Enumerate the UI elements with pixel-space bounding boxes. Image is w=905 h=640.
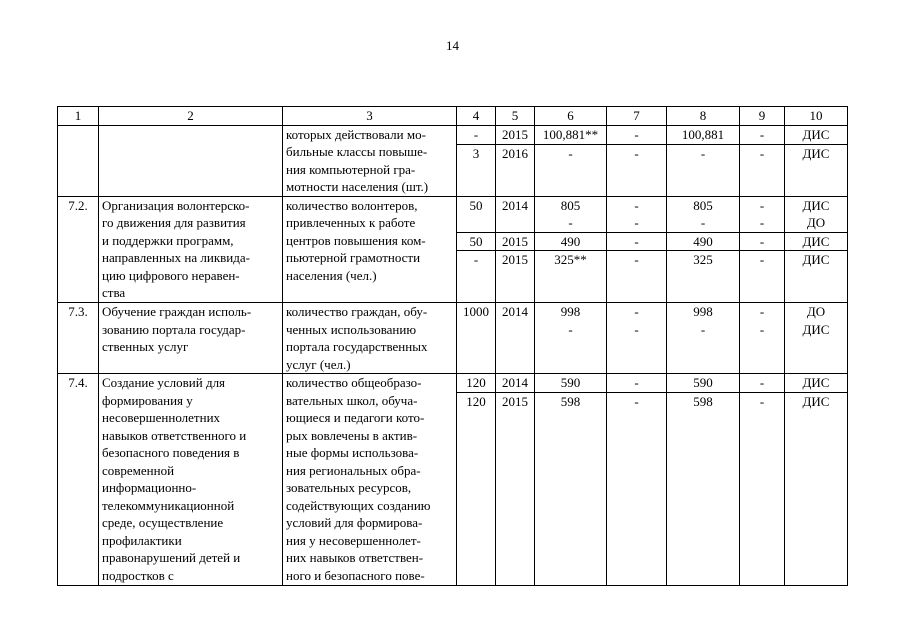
source-cell: ДИС	[785, 392, 848, 585]
value-cell: -	[607, 374, 667, 393]
source-cell: ДИС	[785, 374, 848, 393]
value-cell: 325	[667, 251, 740, 303]
table-row	[58, 125, 848, 144]
value-cell: 490	[535, 232, 607, 251]
value-cell: - -	[740, 303, 785, 374]
measure-cell: Обучение граждан исполь- зованию портала государ- ственных услуг	[99, 303, 283, 374]
value-cell: -	[740, 374, 785, 393]
source-cell: ДИС	[785, 144, 848, 196]
value-cell: 50	[457, 232, 496, 251]
value-cell: - -	[607, 196, 667, 232]
value-cell: 598	[667, 392, 740, 585]
value-cell: 998 -	[535, 303, 607, 374]
indicator-cell: количество волонтеров, привлеченных к работе центров повышения ком- пьютерной грамотности населения (чел.)	[283, 196, 457, 303]
year-cell: 2014	[496, 303, 535, 374]
value-cell: 1000	[457, 303, 496, 374]
value-cell: -	[740, 125, 785, 144]
header-cell: 10	[785, 107, 848, 126]
value-cell: -	[607, 251, 667, 303]
value-cell: 490	[667, 232, 740, 251]
indicator-cell: количество общеобразо- вательных школ, обуча- ющиеся и педагоги кото- рых вовлечены в актив- ные формы использова- ния региональных обра- зовательных ресурсов, содействующих созданию условий для формирова- ния у несовершеннолет- них навыков ответствен- ного и безопасного пове-	[283, 374, 457, 586]
header-cell: 4	[457, 107, 496, 126]
value-cell: 120	[457, 374, 496, 393]
year-cell: 2014	[496, 374, 535, 393]
year-cell: 2015	[496, 251, 535, 303]
value-cell: -	[667, 144, 740, 196]
value-cell: 805 -	[667, 196, 740, 232]
header-cell: 2	[99, 107, 283, 126]
table-row	[58, 303, 848, 374]
value-cell: 3	[457, 144, 496, 196]
year-cell: 2014	[496, 196, 535, 232]
value-cell: 100,881	[667, 125, 740, 144]
header-cell: 7	[607, 107, 667, 126]
value-cell: 100,881**	[535, 125, 607, 144]
indicator-cell: которых действовали мо- бильные классы повыше- ния компьютерной гра- мотности населения (шт.)	[283, 125, 457, 196]
header-cell: 6	[535, 107, 607, 126]
header-cell: 8	[667, 107, 740, 126]
value-cell: -	[607, 144, 667, 196]
number-cell: 7.4.	[58, 374, 99, 586]
header-cell: 5	[496, 107, 535, 126]
source-cell: ДИС	[785, 251, 848, 303]
value-cell: -	[607, 125, 667, 144]
value-cell: -	[607, 232, 667, 251]
header-cell: 3	[283, 107, 457, 126]
indicator-cell: количество граждан, обу- ченных использованию портала государственных услуг (чел.)	[283, 303, 457, 374]
value-cell: -	[457, 251, 496, 303]
source-cell: ДИС	[785, 232, 848, 251]
page-number: 14	[446, 38, 459, 53]
number-cell: 7.2.	[58, 196, 99, 303]
value-cell: 998 -	[667, 303, 740, 374]
value-cell: 590	[667, 374, 740, 393]
value-cell: 805 -	[535, 196, 607, 232]
header-cell: 1	[58, 107, 99, 126]
value-cell: 325**	[535, 251, 607, 303]
header-row	[58, 107, 848, 126]
source-cell: ДИС	[785, 125, 848, 144]
value-cell: 590	[535, 374, 607, 393]
year-cell: 2016	[496, 144, 535, 196]
table-row	[58, 196, 848, 232]
source-cell: ДО ДИС	[785, 303, 848, 374]
value-cell: -	[740, 232, 785, 251]
program-table	[57, 106, 848, 586]
value-cell: 120	[457, 392, 496, 585]
source-cell: ДИС ДО	[785, 196, 848, 232]
year-cell: 2015	[496, 232, 535, 251]
measure-cell	[99, 125, 283, 196]
value-cell: 598	[535, 392, 607, 585]
value-cell: -	[740, 144, 785, 196]
measure-cell: Создание условий для формирования у несовершеннолетних навыков ответственного и безопасного поведения в современной информационно- телекоммуникационной среде, осуществление профилактики правонарушений детей и подростков с	[99, 374, 283, 586]
value-cell: -	[535, 144, 607, 196]
number-cell: 7.3.	[58, 303, 99, 374]
measure-cell: Организация волонтерско- го движения для развития и поддержки программ, направленных на ликвида- цию цифрового неравен- ства	[99, 196, 283, 303]
value-cell: -	[740, 392, 785, 585]
value-cell: -	[457, 125, 496, 144]
value-cell: -	[740, 251, 785, 303]
value-cell: - -	[607, 303, 667, 374]
header-cell: 9	[740, 107, 785, 126]
value-cell: 50	[457, 196, 496, 232]
value-cell: - -	[740, 196, 785, 232]
table-row	[58, 374, 848, 393]
number-cell	[58, 125, 99, 196]
year-cell: 2015	[496, 392, 535, 585]
year-cell: 2015	[496, 125, 535, 144]
value-cell: -	[607, 392, 667, 585]
